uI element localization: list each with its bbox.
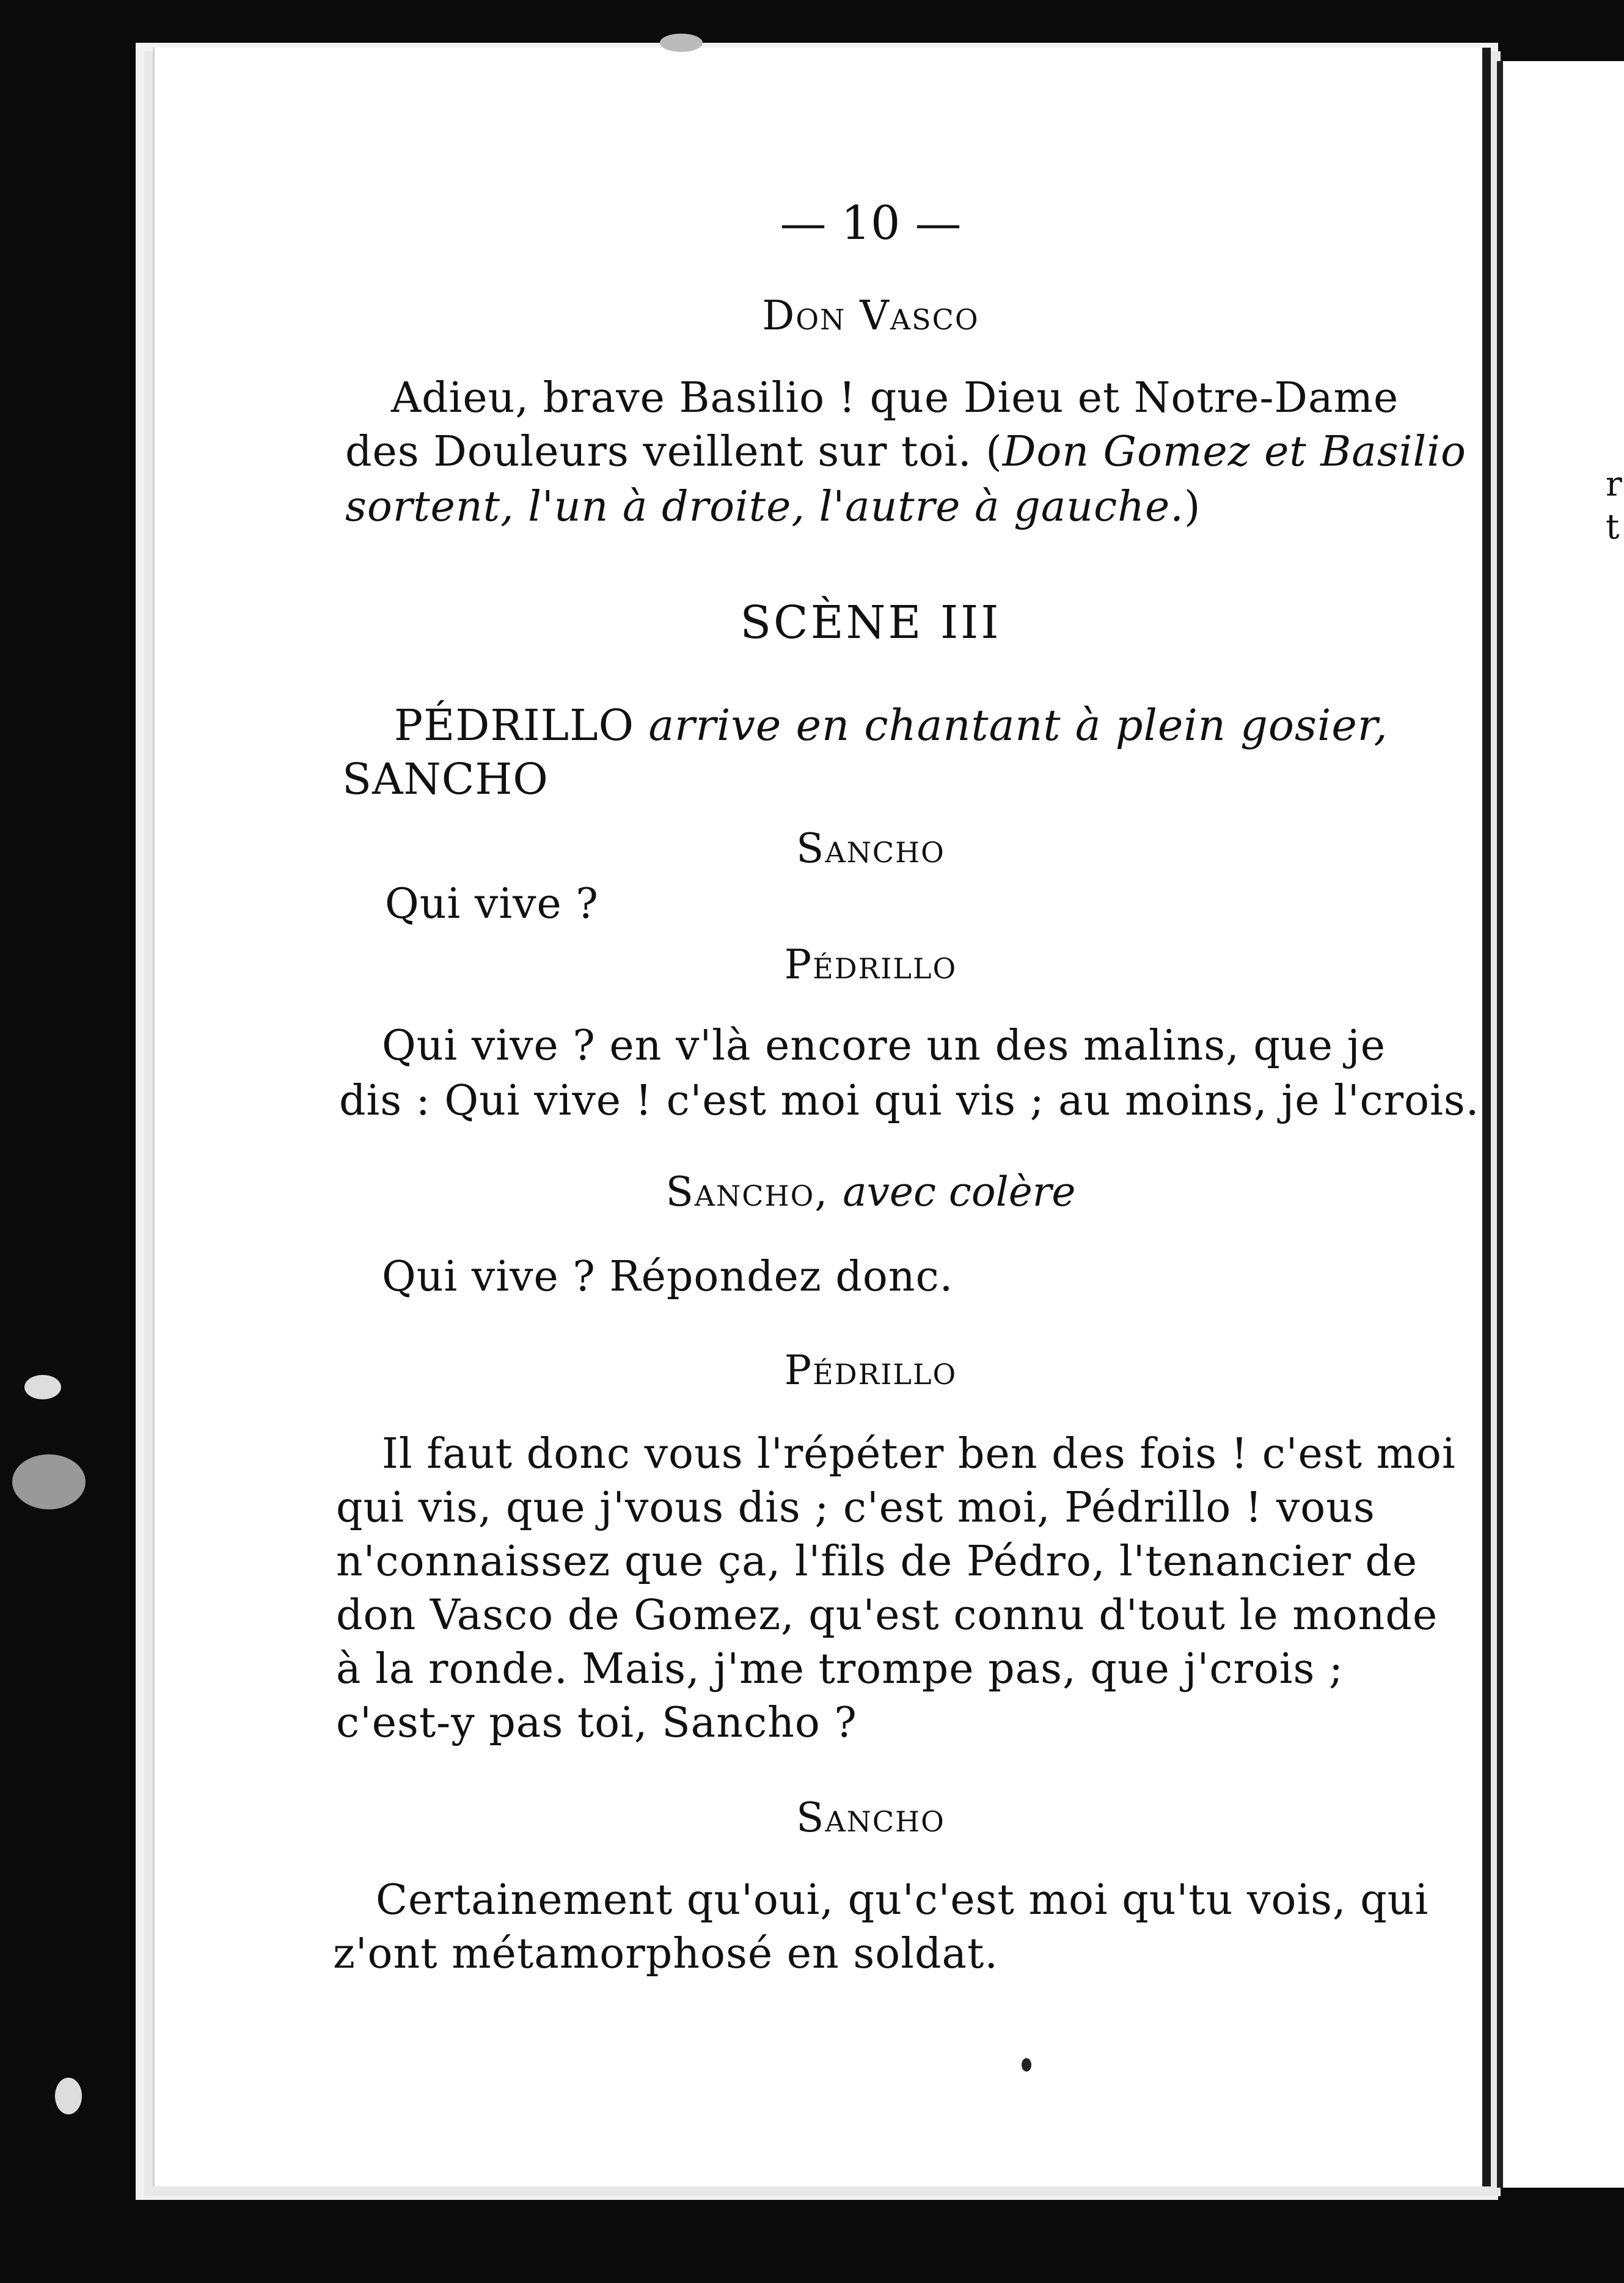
scan-noise — [55, 2078, 82, 2114]
ink-spot — [1022, 2058, 1031, 2072]
page-number: — 10 — — [780, 196, 962, 250]
stage-direction: avec colère — [843, 1168, 1076, 1215]
text-line: Il faut donc vous l'répéter ben des fois ! c'est moi — [382, 1430, 1456, 1478]
cast-line: SANCHO — [342, 754, 549, 804]
facing-page-sliver — [1497, 61, 1624, 2188]
facing-page-char: t — [1606, 507, 1620, 547]
scan-noise — [660, 34, 703, 52]
stage-direction: arrive en chantant à plein gosier, — [648, 700, 1388, 750]
text-line: Qui vive ? en v'là encore un des malins, que je — [382, 1022, 1386, 1070]
speaker-heading: Sancho — [796, 1794, 945, 1841]
text-line: qui vis, que j'vous dis ; c'est moi, Pédrillo ! vous — [336, 1484, 1375, 1532]
text-line — [345, 428, 1466, 476]
text-line: Certainement qu'oui, qu'c'est moi qu'tu vois, qui — [376, 1876, 1429, 1924]
scan-noise — [12, 1454, 86, 1509]
text-line: c'est-y pas toi, Sancho ? — [336, 1699, 857, 1747]
speaker-heading: Pédrillo — [784, 941, 957, 988]
text-span: des Douleurs veillent sur toi. ( — [345, 428, 1003, 476]
text-span: ) — [1183, 483, 1201, 531]
speaker-heading — [153, 1168, 1589, 1215]
text-line — [345, 483, 1201, 531]
speaker-heading: Sancho — [796, 825, 945, 872]
text-line: Qui vive ? Répondez donc. — [382, 1253, 954, 1301]
text-line: n'connaissez que ça, l'fils de Pédro, l'tenancier de — [336, 1537, 1418, 1586]
speaker-heading: Pédrillo — [784, 1347, 957, 1394]
text-line: z'ont métamorphosé en soldat. — [333, 1930, 998, 1978]
stage-direction: sortent, l'un à droite, l'autre à gauche. — [345, 483, 1184, 531]
text-line: Adieu, brave Basilio ! que Dieu et Notre-Dame — [391, 374, 1399, 422]
speaker-heading: Don Vasco — [762, 292, 979, 339]
scene-title: SCÈNE III — [740, 596, 1001, 649]
text-line: don Vasco de Gomez, qu'est connu d'tout le monde — [336, 1591, 1438, 1640]
speaker-name: Sancho, — [665, 1168, 829, 1215]
text-line: dis : Qui vive ! c'est moi qui vis ; au moins, je l'crois. — [339, 1077, 1480, 1125]
cast-line — [394, 700, 1388, 750]
stage-direction: Don Gomez et Basilio — [1002, 428, 1466, 476]
text-line: à la ronde. Mais, j'me trompe pas, que j'crois ; — [336, 1645, 1344, 1693]
text-line: Qui vive ? — [385, 880, 599, 928]
facing-page-char: r — [1606, 464, 1622, 504]
character-name: PÉDRILLO — [394, 700, 635, 750]
scan-noise — [24, 1375, 61, 1399]
